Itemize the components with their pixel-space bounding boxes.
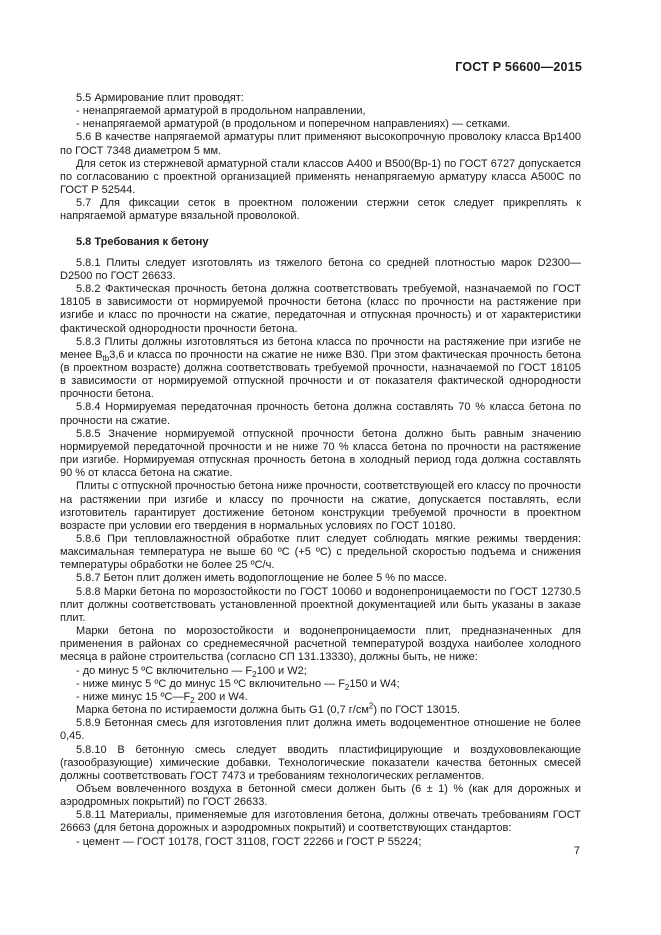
clause-5-7: 5.7 Для фиксации сеток в проектном положении стержни сеток следует прикреплять к напрягаемой арматуре вязальной проволокой. [60, 197, 581, 223]
paragraph: Марки бетона по морозостойкости и водонепроницаемости плит, предназначенных для применения в районах со среднемесячной расчетной температурой воздуха наиболее холодного месяца в районе строительства (согласно СП 131.13330), должны быть, не ниже: [60, 625, 581, 664]
paragraph: Марка бетона по истираемости должна быть G1 (0,7 $г/см^2$) по ГОСТ 13015. [76, 701, 461, 717]
clause-5-6: 5.6 В качестве напрягаемой арматуры плит применяют высокопрочную проволоку класса Вр1400 по ГОСТ 7348 диаметром 5 мм. [60, 131, 581, 157]
clause-5-5: 5.5 Армирование плит проводят: [76, 92, 244, 104]
list-item: - ниже минус 15 $ºС—F_2$ 200 и W4. [76, 690, 248, 706]
document-code: ГОСТ Р 56600—2015 [455, 60, 582, 74]
clause-5-8-5: 5.8.5 Значение нормируемой отпускной прочности бетона должно быть равным значению нормируемой передаточной прочности и не ниже 70 % класса бетона по прочности на растяжение при изгибе. Нормируемая отпускная прочность бетона в холодный период года должна составлять 90 % от класса бетона на сжатие. [60, 427, 581, 480]
clause-5-8-2: 5.8.2 Фактическая прочность бетона должна соответствовать требуемой, назначаемой по ГОСТ 18105 в зависимости от нормируемой прочности бетона (класс по прочности на растяжение при изгибе и класс по прочности на сжатие, передаточная и отпускная прочность) и от характеристики фактической однородности прочности бетона. [60, 283, 581, 335]
list-item: - ниже минус 5 ºС до минус 15 ºС включительно — $F_2150$ и W4; [76, 677, 400, 692]
clause-5-8-11: 5.8.11 Материалы, применяемые для изготовления бетона, должны отвечать требованиям ГОСТ 26663 (для бетона дорожных и аэродромных покрытий) и соответствующих стандартов: [60, 809, 581, 835]
clause-5-8-3: 5.8.3 Плиты должны изготовляться из бетона класса по прочности на растяжение при изгибе не менее $В_{tb}3,6$ и класса по прочности на сжатие не ниже В30. При этом фактическая прочность бетона (в проектном возрасте) должна соответствовать требуемой прочности, назначаемой по ГОСТ 18105 в зависимости от нормируемой отпускной прочности и от показателя фактической однородности прочности бетона. [60, 335, 581, 401]
clause-5-8-4: 5.8.4 Нормируемая передаточная прочность бетона должна составлять 70 % класса бетона по прочности на сжатие. [60, 401, 581, 427]
paragraph: Плиты с отпускной прочностью бетона ниже прочности, соответствующей его классу по прочности на растяжении при изгибе и классу по прочности на сжатие, допускается поставлять, если изготовитель гарантирует достижение бетоном конструкции требуемой прочности в проектном возрасте при условии его твердения в нормальных условиях по ГОСТ 10180. [60, 480, 582, 532]
page-content [60, 92, 581, 849]
paragraph: Для сеток из стержневой арматурной стали классов А400 и В500(Вр-1) по ГОСТ 6727 допускается по согласованию с проектной организацией применять ненапрягаемую арматуру класса А500С по ГОСТ Р 52544. [60, 157, 581, 197]
list-item: - цемент — ГОСТ 10178, ГОСТ 31108, ГОСТ 22266 и ГОСТ Р 55224; [76, 835, 422, 848]
page-number: 7 [573, 845, 580, 857]
section-heading-5-8: 5.8 Требования к бетону [76, 235, 209, 248]
clause-5-8-10: 5.8.10 В бетонную смесь следует вводить пластифицирующие и воздухововлекающие (газообразующие) химические добавки. Технологические показатели качества бетонных смесей должны соответствовать ГОСТ 7473 и требованиям технологических регламентов. [60, 743, 581, 782]
paragraph: Объем вовлеченного воздуха в бетонной смеси должен быть (6 ± 1) % (как для дорожных и аэродромных покрытий) по ГОСТ 26633. [60, 782, 581, 809]
clause-5-8-8: 5.8.8 Марки бетона по морозостойкости по ГОСТ 10060 и водонепроницаемости по ГОСТ 12730.5 плит должны соответствовать установленной проектной документацией или быть указаны в заказе плит. [60, 585, 581, 624]
list-item: - ненапрягаемой арматурой (в продольном и поперечном направлениях) — сетками. [76, 118, 511, 131]
clause-5-8-1: 5.8.1 Плиты следует изготовлять из тяжелого бетона со средней плотностью марок D2300—D2500 по ГОСТ 26633. [60, 256, 581, 282]
clause-5-8-6: 5.8.6 При тепловлажностной обработке плит следует соблюдать мягкие режимы твердения: максимальная температура не выше 60 ºС (+5 ºС) с предельной скоростью подъема и снижения температуры обработки не более 25 ºС/ч. [60, 533, 581, 572]
list-item: - ненапрягаемой арматурой в продольном направлении, [76, 105, 366, 118]
list-item: - до минус 5 ºС включительно — $F_2100$ и W2; [76, 664, 307, 679]
clause-5-8-9: 5.8.9 Бетонная смесь для изготовления плит должна иметь водоцементное отношение не более 0,45. [60, 717, 581, 743]
clause-5-8-7: 5.8.7 Бетон плит должен иметь водопоглощение не более 5 % по массе. [76, 572, 448, 585]
